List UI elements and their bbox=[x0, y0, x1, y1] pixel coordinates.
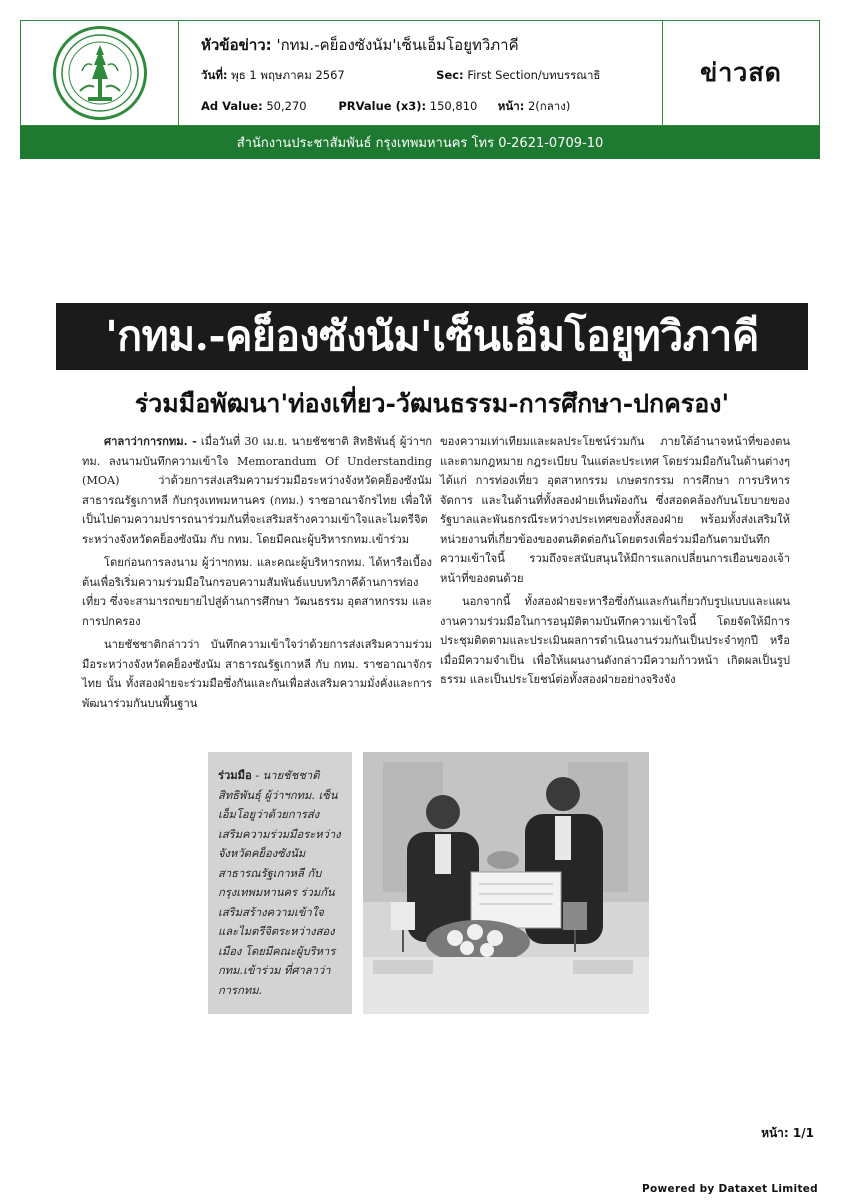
headline-label: หัวข้อข่าว: bbox=[201, 36, 272, 54]
article-headline: 'กทม.-คย็องซังนัม'เซ็นเอ็มโอยูทวิภาคี bbox=[56, 303, 808, 370]
paragraph-text: เมื่อวันที่ 30 เม.ย. นายชัชชาติ สิทธิพันธุ์ ผู้ว่าฯกทม. ลงนามบันทึกความเข้าใจ Memorandum Of Understanding (MOA) ว่าด้วยการส่งเสริมความร่วมมือระหว่างจังหวัดคย็องซังนัม สาธารณรัฐเกาหลี กับกรุงเทพมหานคร (กทม.) ราชอาณาจักรไทย เพื่อให้เป็นไปตามความปรารถนาร่วมกันที่จะเสริมสร้างความเข้าใจและไมตรีจิตระหว่างจังหวัดคย็องซังนัม กับ กทม. โดยมีคณะผู้บริหารกทม.เข้าร่วม bbox=[82, 435, 432, 546]
paragraph: โดยก่อนการลงนาม ผู้ว่าฯกทม. และคณะผู้บริหารกทม. ได้หารือเบื้องต้นเพื่อริเริ่มความร่วมมือในกรอบความสัมพันธ์แบบทวิภาคีด้านการท่องเที่ยว ซึ่งจะสามารถขยายไปสู่ด้านการศึกษา วัฒนธรรม อุตสาหกรรม และการปกครอง bbox=[82, 556, 432, 628]
sec-value: First Section/บทบรรณาธิ bbox=[467, 68, 601, 82]
article-column-right bbox=[440, 432, 790, 694]
logo-cell bbox=[21, 21, 179, 125]
sec-label: Sec: bbox=[436, 68, 464, 82]
meta-cell bbox=[179, 21, 663, 125]
ad-label: Ad Value: bbox=[201, 99, 263, 113]
date-value: พุธ 1 พฤษภาคม 2567 bbox=[231, 68, 345, 82]
headline-value: 'กทม.-คย็องซังนัม'เซ็นเอ็มโอยูทวิภาคี bbox=[276, 36, 519, 54]
page-number bbox=[761, 1124, 814, 1143]
pr-value: 150,810 bbox=[429, 99, 478, 113]
mou-signing-photo bbox=[363, 752, 649, 1014]
article-subheadline: ร่วมมือพัฒนา'ท่องเที่ยว-วัฒนธรรม-การศึกษา-ปกครอง' bbox=[134, 389, 730, 418]
powered-by: Powered by Dataxet Limited bbox=[642, 1183, 818, 1195]
date-label: วันที่: bbox=[201, 68, 228, 82]
publication-cell bbox=[663, 21, 819, 125]
caption-text: - นายชัชชาติ สิทธิพันธุ์ ผู้ว่าฯกทม. เซ็นเอ็มโอยูว่าด้วยการส่งเสริมความร่วมมือระหว่างจังหวัดคย็องซังนัม สาธารณรัฐเกาหลี กับ กรุงเทพมหานคร ร่วมกันเสริมสร้างความเข้าใจและไมตรีจิตระหว่างสองเมือง โดยมีคณะผู้บริหารกทม.เข้าร่วม ที่ศาลาว่าการกทม. bbox=[218, 769, 341, 997]
headline-row bbox=[201, 33, 662, 57]
page-label: หน้า: bbox=[497, 99, 525, 113]
pr-label: PRValue (x3): bbox=[338, 99, 427, 113]
caption-lead: ร่วมมือ bbox=[218, 768, 252, 782]
clipping-header bbox=[20, 20, 820, 126]
paragraph: นายชัชชาติกล่าวว่า บันทึกความเข้าใจว่าด้วยการส่งเสริมความร่วมมือระหว่างจังหวัดคย็องซังนัม สาธารณรัฐเกาหลี กับ กทม. ราชอาณาจักรไทย นั้น ทั้งสองฝ่ายจะร่วมมือซึ่งกันและกันเพื่อส่งเสริมความมั่งคั่งและการพัฒนาร่วมกันบนพื้นฐาน bbox=[82, 638, 432, 710]
article-column-left bbox=[82, 432, 432, 717]
office-bar bbox=[20, 126, 820, 159]
date-row bbox=[201, 67, 662, 85]
paragraph: ของความเท่าเทียมและผลประโยชน์ร่วมกัน ภายใต้อำนาจหน้าที่ของตน และตามกฎหมาย กฎระเบียบ ในแต่ละประเทศ โดยร่วมมือกันในด้านต่างๆ ได้แก่ การท่องเที่ยว อุตสาหกรรม เกษตรกรรม การศึกษา การบริหารจัดการ และในด้านที่ทั้งสองฝ่ายเห็นพ้องกัน ซึ่งสอดคล้องกับนโยบายของรัฐบาลและพันธกรณีระหว่างประเทศของทั้งสองฝ่าย พร้อมทั้งส่งเสริมให้หน่วยงานที่เกี่ยวข้องของตนติดต่อกันโดยตรงเพื่อร่วมมือกันตามบันทึกความเข้าใจนี้ รวมถึงจะสนับสนุนให้มีการแลกเปลี่ยนการเยือนของเจ้าหน้าที่ของตนด้วย bbox=[440, 435, 790, 585]
photo-caption bbox=[208, 752, 352, 1014]
office-bar-text: สำนักงานประชาสัมพันธ์ กรุงเทพมหานคร โทร 0-2621-0709-10 bbox=[236, 136, 604, 151]
bangkok-metropolitan-seal-icon bbox=[53, 26, 147, 120]
value-row bbox=[201, 98, 662, 116]
paragraph bbox=[82, 432, 432, 549]
page-number-label: หน้า: bbox=[761, 1126, 789, 1140]
page-value: 2(กลาง) bbox=[527, 99, 571, 113]
paragraph: นอกจากนี้ ทั้งสองฝ่ายจะหารือซึ่งกันและกันเกี่ยวกับรูปแบบและแผนงานความร่วมมือในการอนุมัติตามบันทึกความเข้าใจนี้ โดยจัดให้มีการประชุมติดตามและประเมินผลการดำเนินงานร่วมกันเป็นประจำทุกปี หรือเมื่อมีความจำเป็น เพื่อให้แผนงานดังกล่าวมีความก้าวหน้า เกิดผลเป็นรูปธรรม และเป็นประโยชน์ต่อทั้งสองฝ่ายอย่างจริงจัง bbox=[440, 595, 790, 686]
page-number-value: 1/1 bbox=[792, 1126, 814, 1140]
dateline: ศาลาว่าการกทม. - bbox=[104, 434, 197, 448]
ad-value: 50,270 bbox=[266, 99, 307, 113]
publication-name: ข่าวสด bbox=[700, 58, 782, 87]
